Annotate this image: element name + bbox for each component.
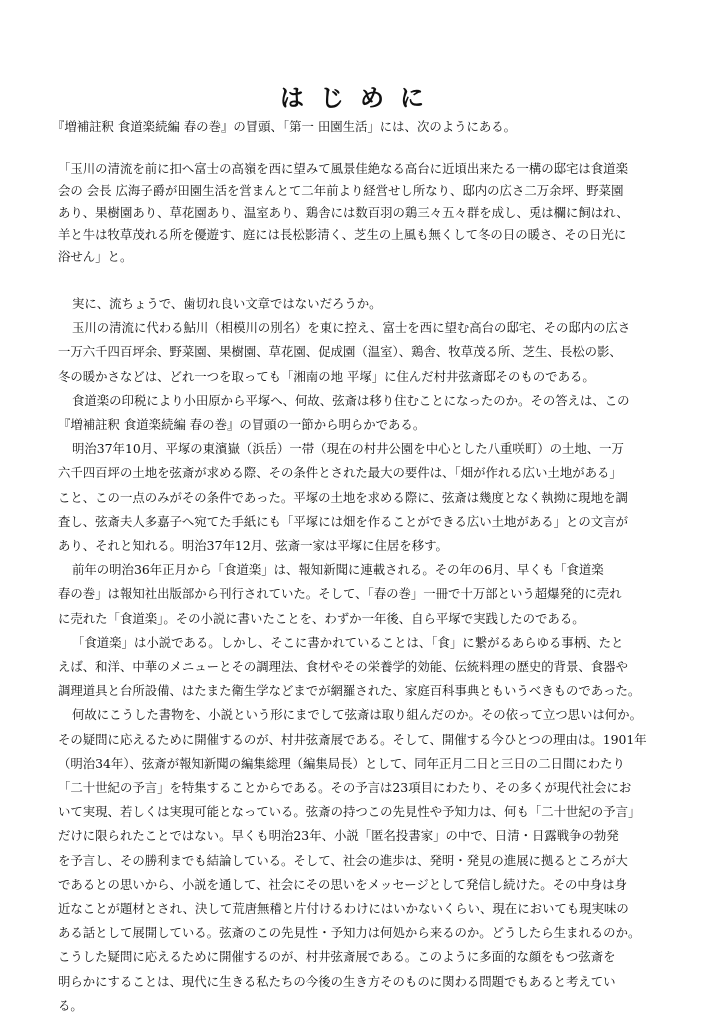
page-title: はじめに <box>280 83 440 113</box>
quote-line: 羊と牛は牧草茂れる所を優遊す、庭には長松影清く、芝生の上風も無くして冬の日の暖さ、その日光に <box>58 227 627 242</box>
body-line: 近なことが題材とされ、決して荒唐無稽と片付けるわけにはいかないくらい、現在においても現実味の <box>58 901 629 917</box>
body-line: に売れた「食道楽」。その小説に書いたことを、わずか一年後、自ら平塚で実践したのである。 <box>58 610 585 626</box>
body-line: 何故にこうした書物を、小説という形にまでして弦斎は取り組んだのか。その依って立つ思いは何か。 <box>72 707 642 723</box>
quote-line: 会の 会長 広海子爵が田園生活を営まんとて二年前より経営せし所なり、邸内の広さ二万余坪、野菜園 <box>58 183 624 198</box>
body-line: であるとの思いから、小説を通して、社会にその思いをメッセージとして発信し続けた。その中身は身 <box>58 876 627 892</box>
body-line: ある話として展開している。弦斎のこの先見性・予知力は何処から来るのか。どうしたら生まれるのか。 <box>58 925 641 941</box>
quoted-passage <box>58 158 698 268</box>
body-line: 六千四百坪の土地を弦斎が求める際、その条件とされた最大の要件は、「畑が作れる広い土地がある」 <box>58 465 622 481</box>
body-line: 前年の明治36年正月から「食道楽」は、報知新聞に連載される。その年の6月、早くも「食道楽 <box>72 562 604 578</box>
body-line: （明治34年）、弦斎が報知新聞の編集総理（編集局長）として、同年正月二日と三日の二日間にわたり <box>58 755 625 771</box>
body-line: 査し、弦斎夫人多嘉子へ宛てた手紙にも「平塚には畑を作ることができる広い土地がある」との文言が <box>58 513 628 529</box>
body-line: 春の巻」は報知社出版部から刊行されていた。そして、「春の巻」一冊で十万部という超爆発的に売れ <box>58 586 622 602</box>
body-line: 実に、流ちょうで、歯切れ良い文章ではないだろうか。 <box>72 296 382 311</box>
body-line: 『増補註釈 食道楽続編 春の巻』の冒頭の一節から明らかである。 <box>58 417 426 433</box>
intro-paragraph: 『増補註釈 食道楽続編 春の巻』の冒頭、「第一 田園生活」には、次のようにある。 <box>52 119 517 134</box>
body-line: だけに限られたことではない。早くも明治23年、小説「匿名投書家」の中で、日清・日露戦争の勃発 <box>58 828 619 844</box>
body-line: 「食道楽」は小説である。しかし、そこに書かれていることは、「食」に繋がるあらゆる事柄、たと <box>72 634 624 650</box>
body-line: 玉川の清流に代わる鮎川（相模川の別名）を東に控え、富士を西に望む高台の邸宅、その邸内の広さ <box>72 320 631 336</box>
body-line: 冬の暖かさなどは、どれ一つを取っても「湘南の地 平塚」に住んだ村井弦斎邸そのものである。 <box>58 368 595 384</box>
body-line: 明らかにすることは、現代に生きる私たちの今後の生き方そのものに関わる問題でもあると考えてい <box>58 973 616 989</box>
quote-line: 浴せん」と。 <box>58 249 133 264</box>
body-line: 食道楽の印税により小田原から平塚へ、何故、弦斎は移り住むことになったのか。その答えは、この <box>72 392 630 408</box>
body-line: こと、この一点のみがその条件であった。平塚の土地を求める際に、弦斎は幾度となく執拗に現地を調 <box>58 489 628 505</box>
body-line: る。 <box>58 997 83 1013</box>
body-line: 「二十世紀の予言」を特集することからである。その予言は23項目にわたり、その多くが現代社会にお <box>58 780 632 796</box>
body-line: 一万六千四百坪余、野菜園、果樹園、草花園、促成園（温室）、鶏舎、牧草茂る所、芝生、長松の影、 <box>58 344 622 360</box>
body-line: いて実現、若しくは実現可能となっている。弦斎の持つこの先見性や予知力は、何も「二十世紀の予言」 <box>58 804 641 820</box>
body-line: えば、和洋、中華のメニューとその調理法、食材やその栄養学的効能、伝統料理の歴史的背景、食器や <box>58 659 628 675</box>
body-line: こうした疑問に応えるために開催するのが、村井弦斎展である。このように多面的な顔をもつ弦斎を <box>58 949 616 965</box>
body-text <box>58 292 698 1018</box>
body-line: あり、それと知れる。明治37年12月、弦斎一家は平塚に住居を移す。 <box>58 538 448 554</box>
quote-line: 「玉川の清流を前に扣へ富士の高嶺を西に望みて風景佳絶なる高台に近頃出来たる一構の邸宅は食道楽 <box>58 161 628 176</box>
body-line: その疑問に応えるために開催するのが、村井弦斎展である。そして、開催する今ひとつの理由は。1901年 <box>58 731 647 747</box>
body-line: 明治37年10月、平塚の東濱嶽（浜岳）一帯（現在の村井公園を中心とした八重咲町）の土地、一万 <box>72 441 624 457</box>
body-line: を予言し、その勝利までも結論している。そして、社会の進歩は、発明・発見の進展に拠るところが大 <box>58 852 628 868</box>
body-line: 調理道具と台所設備、はたまた衛生学などまでが網羅された、家庭百科事典ともいうべきものであった。 <box>58 683 641 699</box>
quote-line: あり、果樹園あり、草花園あり、温室あり、鶏舎には数百羽の鶏三々五々群を成し、兎は欄に飼はれ、 <box>58 205 629 220</box>
